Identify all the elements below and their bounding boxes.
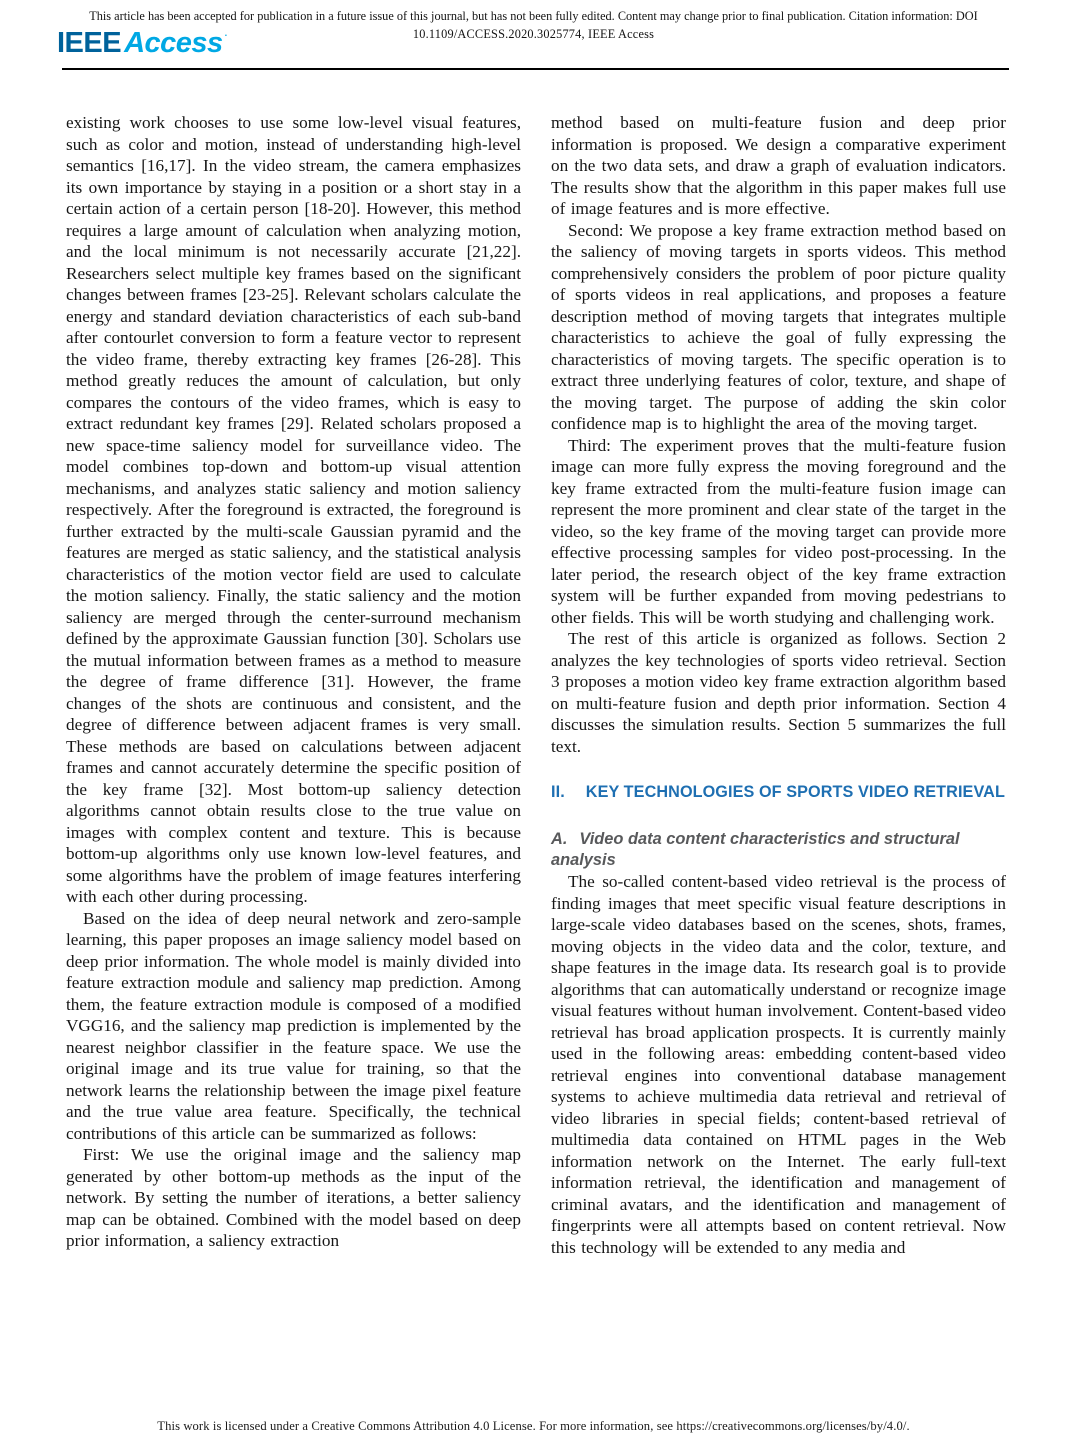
paragraph: Second: We propose a key frame extraction method based on the saliency of moving targets in sports videos. This method comprehensively considers the problem of poor picture quality of sports videos in real applications, and proposes a feature description method of moving targets that integrates multiple characteristics to achieve the goal of fully expressing the characteristics of moving targets. The specific operation is to extract three underlying features of color, texture, and shape of the moving target. The purpose of adding the skin color confidence map is to highlight the area of the moving target. <box>551 220 1006 433</box>
paragraph: existing work chooses to use some low-level visual features, such as color and motion, instead of understanding high-level semantics [16,17]. In the video stream, the camera emphasizes its own importance by staying in a position or a short stay in a certain action of a certain person [18-20]. However, this method requires a large amount of calculation when analyzing motion, and the local minimum is not necessarily accurate [21,22]. Researchers select multiple key frames based on the significant changes between frames [23-25]. Relevant scholars calculate the energy and standard deviation characteristics of each sub-band after contourlet conversion to form a feature vector to represent the video frame, thereby extracting key frames [26-28]. This method greatly reduces the amount of calculation, but only compares the contours of the video frames, which is easy to extract redundant key frames [29]. Related scholars proposed a new space-time saliency model for surveillance video. The model combines top-down and bottom-up visual attention mechanisms, and analyzes static saliency and motion saliency respectively. After the foreground is extracted, the foreground is further extracted by the multi-scale Gaussian pyramid and the features are merged as static saliency, and the statistical analysis characteristics of the motion vector field are used to calculate the motion saliency. Finally, the static saliency and the motion saliency are merged through the center-surround mechanism defined by the approximate Gaussian function [30]. Scholars use the mutual information between frames as a method to measure the degree of frame difference [31]. However, the frame changes of the shots are continuous and consistent, and the degree of difference between adjacent frames is very small. These methods are based on calculations between adjacent frames and cannot accurately determine the specific position of the key frame [32]. Most bottom-up saliency detection algorithms cannot obtain results close to the true value on images with complex content and texture. This is because bottom-up algorithms only use known low-level features, and some algorithms have the problem of image features interfering with each other during processing. <box>66 113 521 906</box>
left-column <box>66 112 521 1258</box>
section-heading <box>551 781 1006 803</box>
header-doi-line: 10.1109/ACCESS.2020.3025774, IEEE Access <box>412 27 655 41</box>
paragraph: Based on the idea of deep neural network and zero-sample learning, this paper proposes an image saliency model based on deep prior information. The whole model is mainly divided into feature extraction module and saliency map prediction. Among them, the feature extraction module is composed of a modified VGG16, and the saliency map prediction is implemented by the nearest neighbor classifier in the feature space. We use the original image and its true value for training, so that the network learns the relationship between the image pixel feature and the true value area feature. Specifically, the technical contributions of this article can be summarized as follows: <box>66 908 521 1143</box>
subsection-heading <box>551 829 1006 871</box>
header-disclaimer-line1: This article has been accepted for publication in a future issue of this journal, but has not been fully edited. Content may change prior to final publication. Citation information: DOI <box>89 9 978 23</box>
logo-trademark-dot: · <box>223 27 229 42</box>
paragraph: method based on multi-feature fusion and deep prior information is proposed. We design a comparative experiment on the two data sets, and draw a graph of evaluation indicators. The results show that the algorithm in this paper makes full use of image features and is more effective. <box>551 113 1006 218</box>
logo-ieee-text: IEEE <box>57 27 122 59</box>
paragraph: The rest of this article is organized as follows. Section 2 analyzes the key technologies of sports video retrieval. Section 3 proposes a motion video key frame extraction algorithm based on multi-feature fusion and depth prior information. Section 4 discusses the simulation results. Section 5 summarizes the full text. <box>551 629 1006 756</box>
paragraph: The so-called content-based video retrieval is the process of finding images that meet specific visual feature descriptions in large-scale video databases based on the scenes, shots, frames, moving objects in the video data and the color, texture, and shape features in the image data. Its research goal is to provide algorithms that can automatically understand or recognize image visual features without human involvement. Content-based video retrieval has broad application prospects. It is currently mainly used in the following areas: embedding content-based video retrieval engines into conventional database management systems to achieve multimedia data retrieval and retrieval of video libraries in special fields; content-based retrieval of multimedia data contained on HTML pages in the Web information network on the Internet. The early full-text information retrieval, the identification and management of criminal avatars, and the identification and management of fingerprints were all attempts based on content retrieval. Now this technology will be extended to any media and <box>551 872 1006 1257</box>
header-divider <box>62 68 1009 70</box>
article-body <box>66 112 1006 1258</box>
subsection-letter: A. <box>551 830 568 848</box>
section-title: KEY TECHNOLOGIES OF SPORTS VIDEO RETRIEVAL <box>585 783 1005 801</box>
ieee-access-logo <box>57 27 228 60</box>
section-numeral: II. <box>551 783 565 801</box>
footer-license: This work is licensed under a Creative Commons Attribution 4.0 License. For more information, see https://creativecommons.org/licenses/by/4.0/. <box>157 1419 910 1433</box>
subsection-title: Video data content characteristics and structural analysis <box>551 830 960 869</box>
paragraph: First: We use the original image and the saliency map generated by other bottom-up methods as the input of the network. By setting the number of iterations, a better saliency map can be obtained. Combined with the model based on deep prior information, a saliency extraction <box>66 1145 521 1250</box>
paragraph: Third: The experiment proves that the multi-feature fusion image can more fully express the moving foreground and the key frame extracted from the multi-feature fusion image can represent the more prominent and clear state of the target in the video, so the key frame of the moving target can provide more effective processing samples for video post-processing. In the later period, the research object of the key frame extraction system will be further expanded from moving pedestrians to other fields. This will be worth studying and challenging work. <box>551 435 1006 627</box>
right-column <box>551 112 1006 1258</box>
logo-access-text: Access <box>124 27 223 59</box>
